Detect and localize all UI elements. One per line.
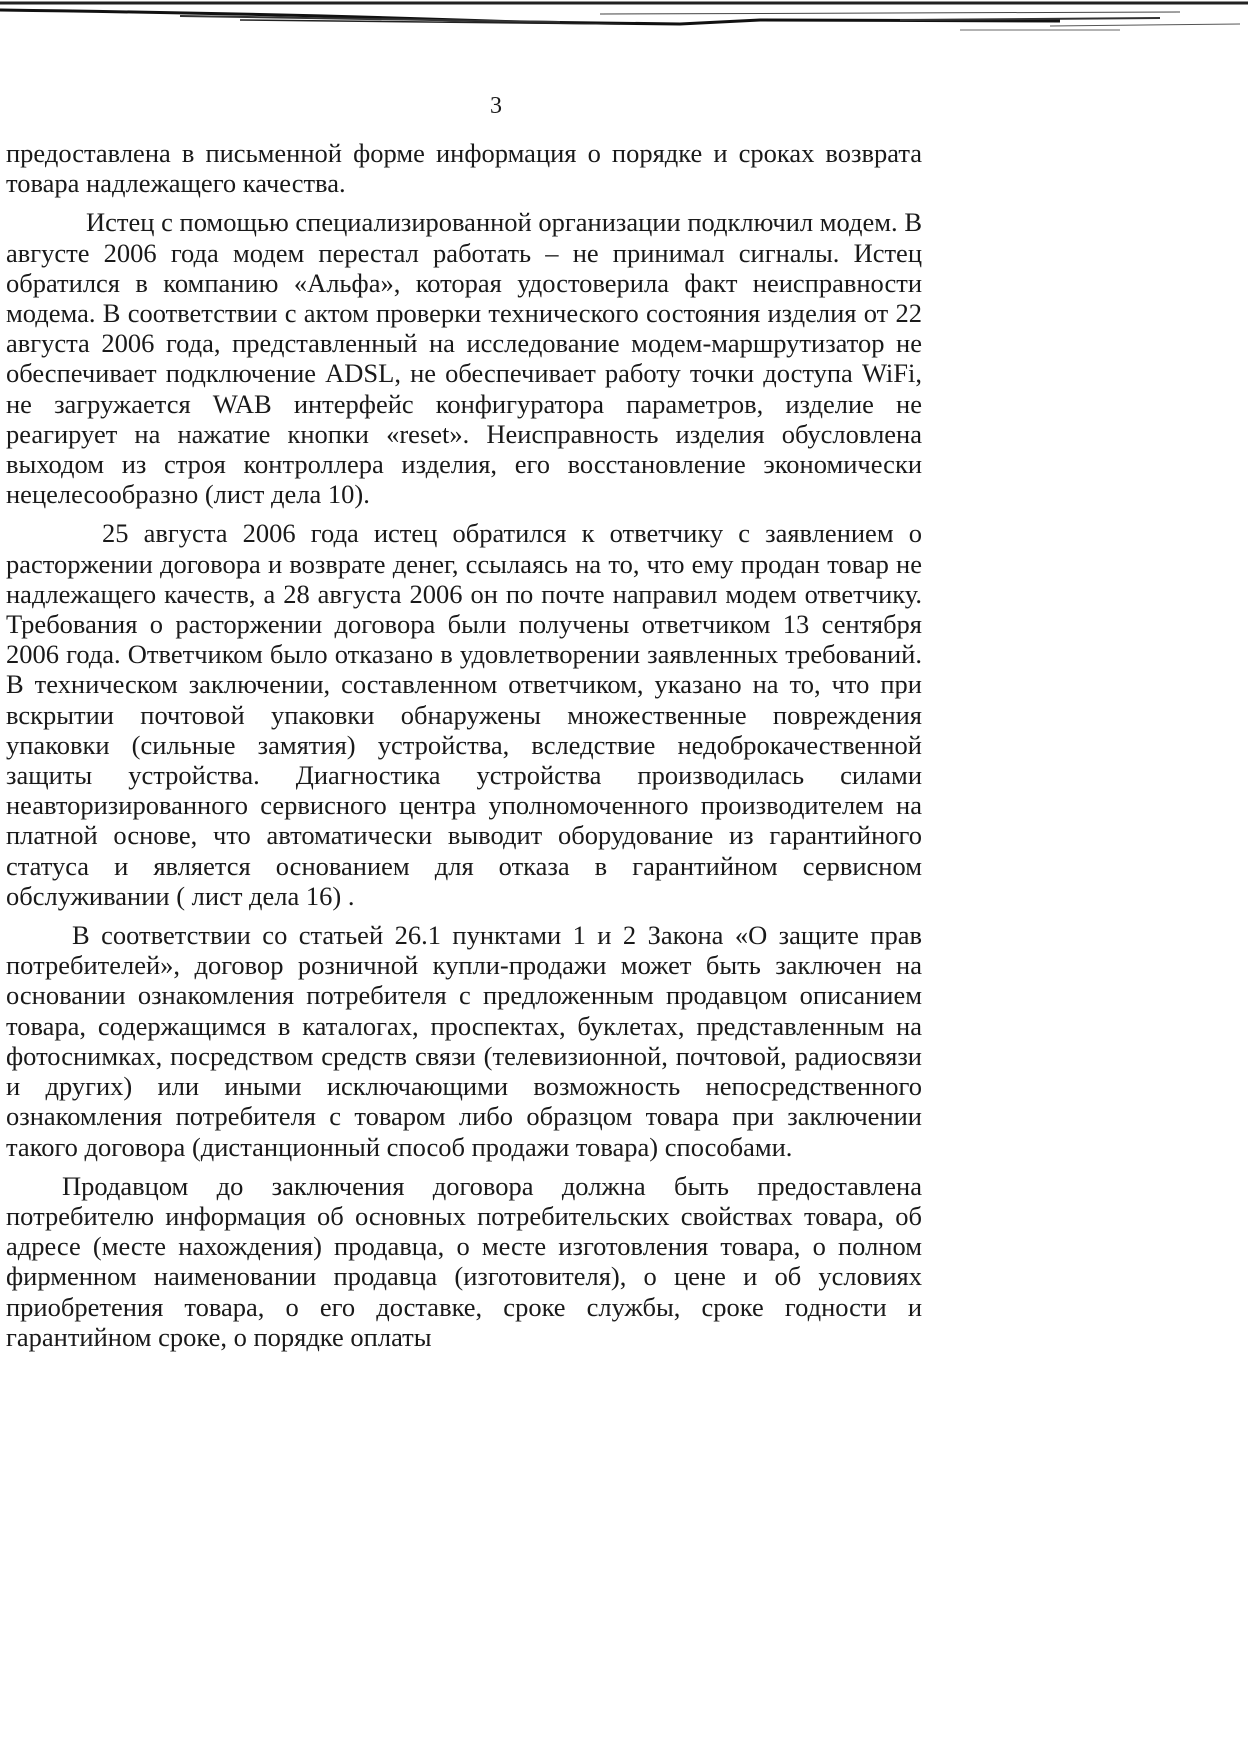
paragraph-1: предоставлена в письменной форме информация о порядке и сроках возврата товара надлежащего качества. <box>6 138 922 199</box>
scan-edge-artifact <box>0 0 1248 40</box>
paragraph-4: В соответствии со статьей 26.1 пунктами 1 и 2 Закона «О защите прав потребителей», договор розничной купли-продажи может быть заключен на основании ознакомления потребителя с предложенным продавцом описанием товара, содержащимся в каталогах, проспектах, буклетах, представленным на фотоснимках, посредством средств связи (телевизионной, почтовой, радиосвязи и других) или иными исключающими возможность непосредственного ознакомления потребителя с товаром либо образцом товара при заключении такого договора (дистанционный способ продажи товара) способами. <box>6 920 922 1162</box>
paragraph-5: Продавцом до заключения договора должна быть предоставлена потребителю информация об основных потребительских свойствах товара, об адресе (месте нахождения) продавца, о месте изготовления товара, о полном фирменном наименовании продавца (изготовителя), о цене и об условиях приобретения товара, о его доставке, сроке службы, сроке годности и гарантийном сроке, о порядке оплаты <box>6 1170 922 1352</box>
document-body <box>6 138 922 1361</box>
paragraph-2: Истец с помощью специализированной организации подключил модем. В августе 2006 года модем перестал работать – не принимал сигналы. Истец обратился в компанию «Альфа», которая удостоверила факт неисправности модема. В соответствии с актом проверки технического состояния изделия от 22 августа 2006 года, представленный на исследование модем-маршрутизатор не обеспечивает подключение ADSL, не обеспечивает работу точки доступа WiFi, не загружается WAB интерфейс конфигуратора параметров, изделие не реагирует на нажатие кнопки «reset». Неисправность изделия обусловлена выходом из строя контроллера изделия, его восстановление экономически нецелесообразно (лист дела 10). <box>6 207 922 510</box>
paragraph-3: 25 августа 2006 года истец обратился к ответчику с заявлением о расторжении договора и возврате денег, ссылаясь на то, что ему продан товар не надлежащего качеств, а 28 августа 2006 он по почте направил модем ответчику. Требования о расторжении договора были получены ответчиком 13 сентября 2006 года. Ответчиком было отказано в удовлетворении заявленных требований. В техническом заключении, составленном ответчиком, указано на то, что при вскрытии почтовой упаковки обнаружены множественные повреждения упаковки (сильные замятия) устройства, вследствие недоброкачественной защиты устройства. Диагностика устройства производилась силами неавторизированного сервисного центра уполномоченного производителем на платной основе, что автоматически выводит оборудование из гарантийного статуса и является основанием для отказа в гарантийном сервисном обслуживании ( лист дела 16) . <box>6 518 922 911</box>
page-number: 3 <box>490 93 502 119</box>
